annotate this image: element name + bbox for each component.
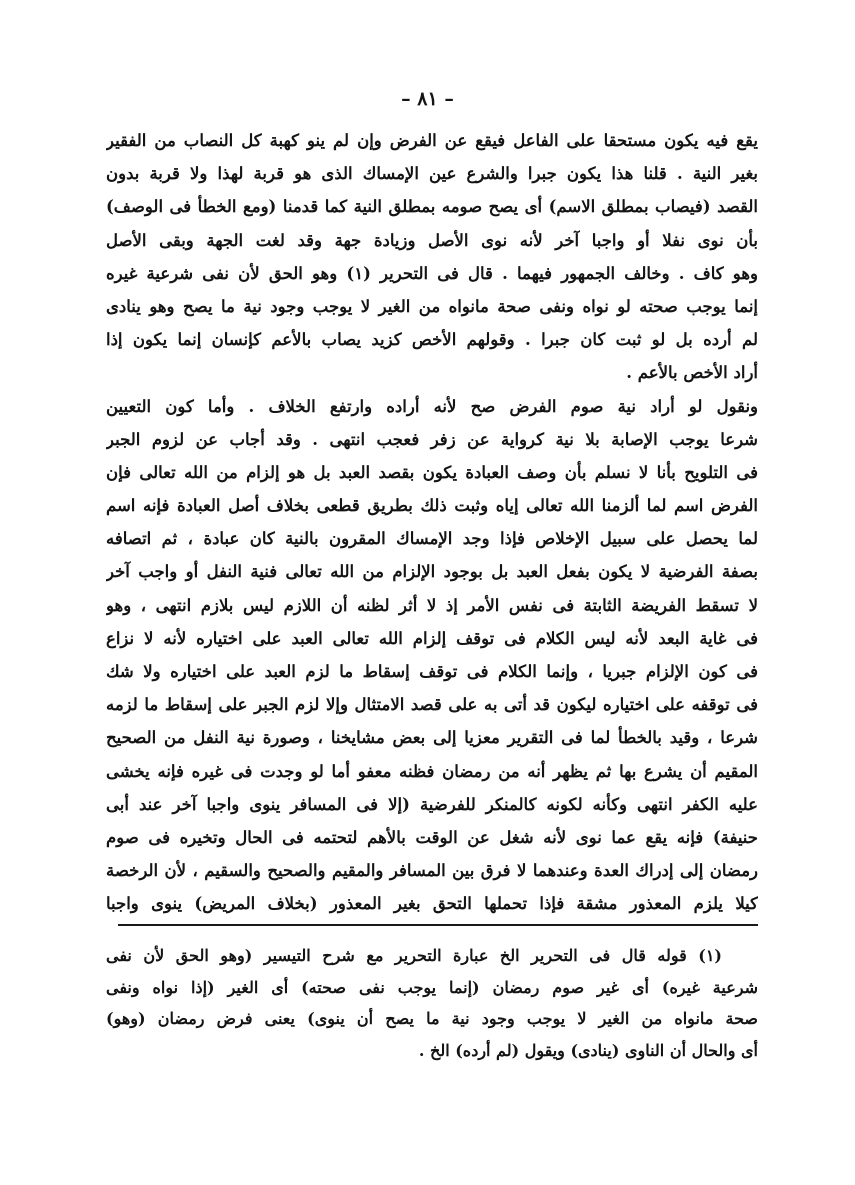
- footnote-line: (١) قوله قال فى التحرير الخ عبارة التحرير مع شرح التيسير (وهو الحق لأن نفى: [106, 946, 722, 965]
- footnote-line: صحة مانواه من الغير لا يوجب وجود نية ما يصح أن ينوى) يعنى فرض رمضان (وهو): [106, 1009, 758, 1028]
- main-text-block: [106, 124, 758, 921]
- text-line: القصد (فيصاب بمطلق الاسم) أى يصح صومه بمطلق النية كما قدمنا (ومع الخطأ فى الوصف): [106, 197, 758, 217]
- text-line: كيلا يلزم المعذور مشقة فإذا تحملها التحق بغير المعذور (بخلاف المريض) ينوى واجبا: [106, 894, 758, 914]
- footnote-line: أى والحال أن الناوى (ينادى) ويقول (لم أرده) الخ .: [418, 1040, 758, 1060]
- text-line: لما يحصل على سبيل الإخلاص فإذا وجد الإمساك المقرون بالنية كان عبادة ، ثم اتصافه: [106, 529, 758, 549]
- text-line: بصفة الفرضية لا يكون بفعل العبد بل بوجود الإلزام من الله تعالى فنية النفل أو واجب آخر: [106, 562, 758, 582]
- text-line: إنما يوجب صحته لو نواه ونفى صحة مانواه من الغير لا يوجب وجود نية ما يصح وهو ينادى: [106, 296, 758, 316]
- page-number: – ٨١ –: [401, 88, 454, 110]
- text-line: الفرض اسم لما ألزمنا الله تعالى إياه وثبت ذلك بطريق قطعى بخلاف أصل العبادة فإنه اسم: [106, 496, 758, 516]
- text-line: بغير النية . قلنا هذا يكون جبرا والشرع عين الإمساك الذى هو قربة لهذا ولا قربة بدون: [106, 164, 758, 184]
- text-line: لم أرده بل لو ثبت كان جبرا . وقولهم الأخص كزيد يصاب بالأعم كإنسان إنما يكون إذا: [106, 330, 758, 350]
- text-line: وهو كاف . وخالف الجمهور فيهما . قال فى التحرير (١) وهو الحق لأن نفى شرعية غيره: [106, 263, 758, 283]
- text-line: المقيم أن يشرع بها ثم يظهر أنه من رمضان فظنه معفو أما لو وجدت فى غيره فإنه يخشى: [106, 761, 758, 781]
- text-line: فى التلويح بأنا لا نسلم بأن وصف العبادة يكون بقصد العبد بل هو إلزام من الله تعالى فإن: [106, 462, 758, 482]
- text-line: بأن نوى نفلا أو واجبا آخر لأنه نوى الأصل وزيادة جهة وقد لغت الجهة وبقى الأصل: [106, 230, 758, 250]
- text-line: فى توقفه على اختياره ليكون قد أتى به على قصد الامتثال وإلا لزم الجبر على إسقاط ما لزمه: [106, 695, 758, 715]
- footnote-block: [106, 940, 758, 1066]
- text-line: عليه الكفر انتهى وكأنه لكونه كالمنكر للفرضية (إلا فى المسافر ينوى واجبا آخر عند أبى: [106, 794, 758, 814]
- footnote-line: شرعية غيره) أى غير صوم رمضان (إنما يوجب نفى صحته) أى الغير (إذا نواه ونفى: [106, 977, 758, 997]
- footnote-divider: [118, 924, 758, 926]
- text-line: ونقول لو أراد نية صوم الفرض صح لأنه أراده وارتفع الخلاف . وأما كون التعيين: [106, 396, 758, 416]
- text-line: فى كون الإلزام جبريا ، وإنما الكلام فى توقف إسقاط ما لزم العبد على اختياره ولا شك: [106, 662, 758, 681]
- text-line: شرعا ، وقيد بالخطأ لما فى التقرير معزيا إلى بعض مشايخنا ، وصورة نية النفل من الصحيح: [106, 728, 758, 748]
- text-line: شرعا يوجب الإصابة بلا نية كرواية عن زفر فعجب انتهى . وقد أجاب عن لزوم الجبر: [106, 429, 758, 449]
- text-line: لا تسقط الفريضة الثابتة فى نفس الأمر إذ لا أثر لظنه أن اللازم ليس بلازم انتهى ، وهو: [106, 595, 758, 615]
- text-line: أراد الأخص بالأعم .: [626, 363, 758, 383]
- text-line: يقع فيه يكون مستحقا على الفاعل فيقع عن الفرض وإن لم ينو كهبة كل النصاب من الفقير: [106, 131, 758, 150]
- text-line: حنيفة) فإنه يقع عما نوى لأنه شغل عن الوقت بالأهم لتحتمه فى الحال وتخيره فى صوم: [106, 827, 758, 847]
- text-line: رمضان إلى إدراك العدة وعندهما لا فرق بين المسافر والمقيم والصحيح والسقيم ، لأن الرخصة: [106, 861, 758, 881]
- text-line: فى غاية البعد لأنه ليس الكلام فى توقف إلزام الله تعالى العبد على اختياره لأنه لا نزاع: [106, 628, 758, 648]
